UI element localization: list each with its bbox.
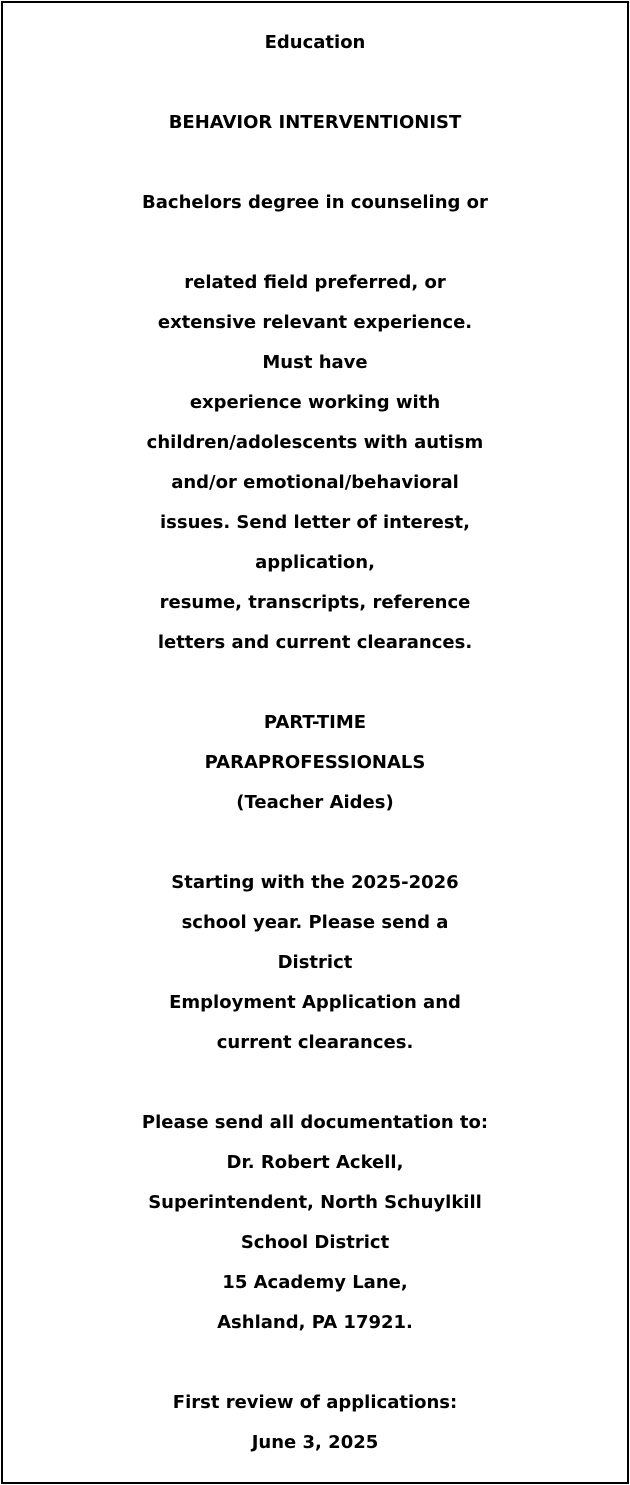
job1-title: BEHAVIOR INTERVENTIONIST bbox=[168, 112, 462, 133]
job2-title-line: (Teacher Aides) bbox=[236, 792, 394, 813]
review-date: June 3, 2025 bbox=[251, 1432, 379, 1453]
contact-line: School District bbox=[240, 1232, 390, 1253]
job1-text-line: related field preferred, or bbox=[184, 272, 446, 293]
job1-text-line: extensive relevant experience. bbox=[157, 312, 473, 333]
job1-text-line: children/adolescents with autism bbox=[146, 432, 484, 453]
job1-text-line: and/or emotional/behavioral bbox=[171, 472, 459, 493]
spacer bbox=[3, 223, 627, 263]
spacer bbox=[3, 1343, 627, 1383]
spacer bbox=[3, 63, 627, 103]
job1-text-line: issues. Send letter of interest, bbox=[159, 512, 471, 533]
job1-text-line: experience working with bbox=[189, 392, 441, 413]
category-heading: Education bbox=[264, 32, 366, 53]
job1-text-line: Must have bbox=[262, 352, 368, 373]
review-line: First review of applications: bbox=[172, 1392, 458, 1413]
contact-line: Dr. Robert Ackell, bbox=[226, 1152, 404, 1173]
spacer bbox=[3, 1063, 627, 1103]
contact-line: Superintendent, North Schuylkill bbox=[148, 1192, 482, 1213]
job2-text-line: school year. Please send a bbox=[181, 912, 449, 933]
spacer bbox=[3, 143, 627, 183]
job-ad bbox=[1, 1, 629, 1484]
job1-text-line: letters and current clearances. bbox=[157, 632, 473, 653]
contact-line: Ashland, PA 17921. bbox=[217, 1312, 413, 1333]
spacer bbox=[3, 823, 627, 863]
job2-text-line: current clearances. bbox=[216, 1032, 414, 1053]
spacer bbox=[3, 663, 627, 703]
job2-text-line: District bbox=[277, 952, 353, 973]
contact-line: 15 Academy Lane, bbox=[222, 1272, 408, 1293]
job2-text-line: Employment Application and bbox=[169, 992, 461, 1013]
job2-title-line: PART-TIME bbox=[263, 712, 367, 733]
job2-title-line: PARAPROFESSIONALS bbox=[204, 752, 426, 773]
job1-text-line: Bachelors degree in counseling or bbox=[142, 192, 488, 213]
job1-text-line: application, bbox=[255, 552, 375, 573]
job1-text-line: resume, transcripts, reference bbox=[159, 592, 471, 613]
job2-text-line: Starting with the 2025-2026 bbox=[171, 872, 459, 893]
contact-line: Please send all documentation to: bbox=[141, 1112, 489, 1133]
ad-content bbox=[3, 23, 627, 1463]
